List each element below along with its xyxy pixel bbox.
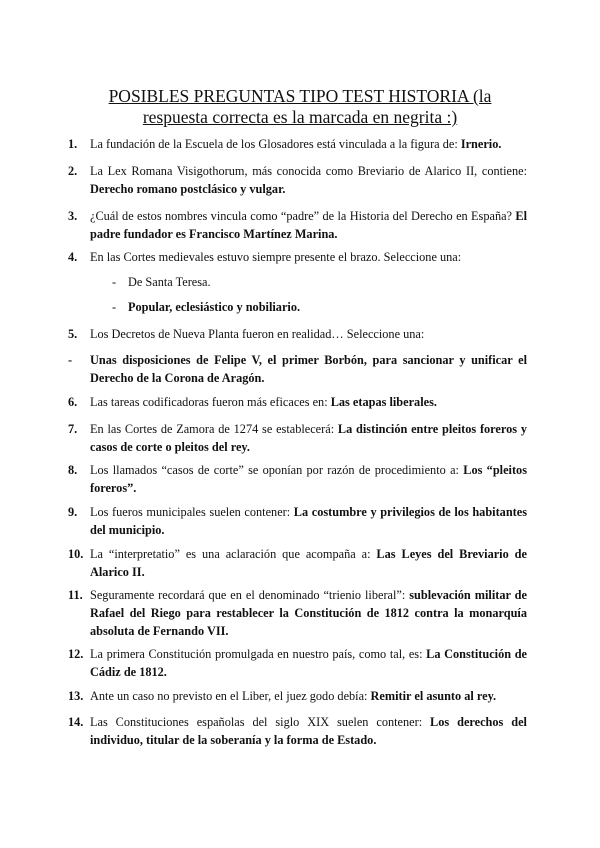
question-1 bbox=[68, 135, 527, 153]
question-5 bbox=[68, 325, 527, 343]
question-number: 12. bbox=[68, 647, 84, 661]
question-answer: La costumbre y privilegios de los habitantes del municipio. bbox=[90, 505, 527, 537]
option-dash: - bbox=[112, 275, 117, 289]
question-number: 4. bbox=[68, 250, 78, 264]
option-text: Popular, eclesiástico y nobiliario. bbox=[128, 300, 301, 314]
question-text: La Lex Romana Visigothorum, más conocida como Breviario de Alarico II, contiene: bbox=[90, 164, 527, 178]
question-11 bbox=[68, 586, 527, 640]
question-text: La primera Constitución promulgada en nuestro país, como tal, es: bbox=[90, 647, 427, 661]
question-2 bbox=[68, 162, 527, 198]
question-text: Ante un caso no previsto en el Liber, el juez godo debía: bbox=[90, 689, 371, 703]
option-dash: - bbox=[112, 300, 117, 314]
question-number: 13. bbox=[68, 689, 84, 703]
question-text: ¿Cuál de estos nombres vincula como “padre” de la Historia del Derecho en España? bbox=[90, 209, 516, 223]
question-13 bbox=[68, 687, 527, 705]
question-answer: Los “pleitos foreros”. bbox=[90, 463, 527, 495]
question-number: 6. bbox=[68, 395, 78, 409]
option-item bbox=[112, 298, 301, 316]
question-text: Los llamados “casos de corte” se oponían por razón de procedimiento a: bbox=[90, 463, 464, 477]
question-answer: sublevación militar de Rafael del Riego para restablecer la Constitución de 1812 contra la monarquía absoluta de Fernando VII. bbox=[90, 588, 527, 638]
question-number: 8. bbox=[68, 463, 78, 477]
question-text: La fundación de la Escuela de los Glosadores está vinculada a la figura de: bbox=[90, 137, 461, 151]
question-answer: Remitir el asunto al rey. bbox=[370, 689, 497, 703]
question-answer: Las Leyes del Breviario de Alarico II. bbox=[90, 547, 527, 579]
question-answer: Irnerio. bbox=[460, 137, 502, 151]
question-number: 3. bbox=[68, 209, 78, 223]
question-text: Seguramente recordará que en el denominado “trienio liberal”: bbox=[90, 588, 410, 602]
question-text: En las Cortes medievales estuvo siempre presente el brazo. Seleccione una: bbox=[90, 250, 462, 264]
answer-5 bbox=[68, 351, 527, 387]
question-number: 5. bbox=[68, 327, 78, 341]
question-answer: La distinción entre pleitos foreros y casos de corte o pleitos del rey. bbox=[90, 422, 527, 454]
question-answer: Derecho romano postclásico y vulgar. bbox=[90, 182, 286, 196]
question-answer: Unas disposiciones de Felipe V, el primer Borbón, para sancionar y unificar el Derecho de la Corona de Aragón. bbox=[90, 353, 527, 385]
question-answer: Las etapas liberales. bbox=[330, 395, 437, 409]
question-text: Los fueros municipales suelen contener: bbox=[90, 505, 294, 519]
question-7 bbox=[68, 420, 527, 456]
page-title: POSIBLES PREGUNTAS TIPO TEST HISTORIA (la respuesta correcta es la marcada en negrita :) bbox=[108, 86, 492, 127]
question-number: 1. bbox=[68, 137, 78, 151]
question-number: 2. bbox=[68, 164, 78, 178]
question-number: 9. bbox=[68, 505, 78, 519]
question-text: Las tareas codificadoras fueron más eficaces en: bbox=[90, 395, 331, 409]
question-number: 11. bbox=[68, 588, 83, 602]
question-4 bbox=[68, 248, 527, 266]
option-item bbox=[112, 273, 211, 291]
question-text: La “interpretatio” es una aclaración que acompaña a: bbox=[90, 547, 377, 561]
question-text: Las Constituciones españolas del siglo XIX suelen contener: bbox=[90, 715, 431, 729]
question-answer: La Constitución de Cádiz de 1812. bbox=[90, 647, 527, 679]
question-9 bbox=[68, 503, 527, 539]
option-text: De Santa Teresa. bbox=[128, 275, 211, 289]
question-3 bbox=[68, 207, 527, 243]
question-number: 10. bbox=[68, 547, 84, 561]
question-14 bbox=[68, 713, 527, 749]
question-answer: Los derechos del individuo, titular de la soberanía y la forma de Estado. bbox=[90, 715, 527, 747]
question-text: En las Cortes de Zamora de 1274 se establecerá: bbox=[90, 422, 338, 436]
question-12 bbox=[68, 645, 527, 681]
question-6 bbox=[68, 393, 527, 411]
question-answer: El padre fundador es Francisco Martínez Marina. bbox=[90, 209, 527, 241]
question-text: Los Decretos de Nueva Planta fueron en realidad… Seleccione una: bbox=[90, 327, 425, 341]
question-10 bbox=[68, 545, 527, 581]
answer-dash: - bbox=[68, 353, 73, 367]
question-number: 14. bbox=[68, 715, 84, 729]
question-number: 7. bbox=[68, 422, 78, 436]
question-8 bbox=[68, 461, 527, 497]
